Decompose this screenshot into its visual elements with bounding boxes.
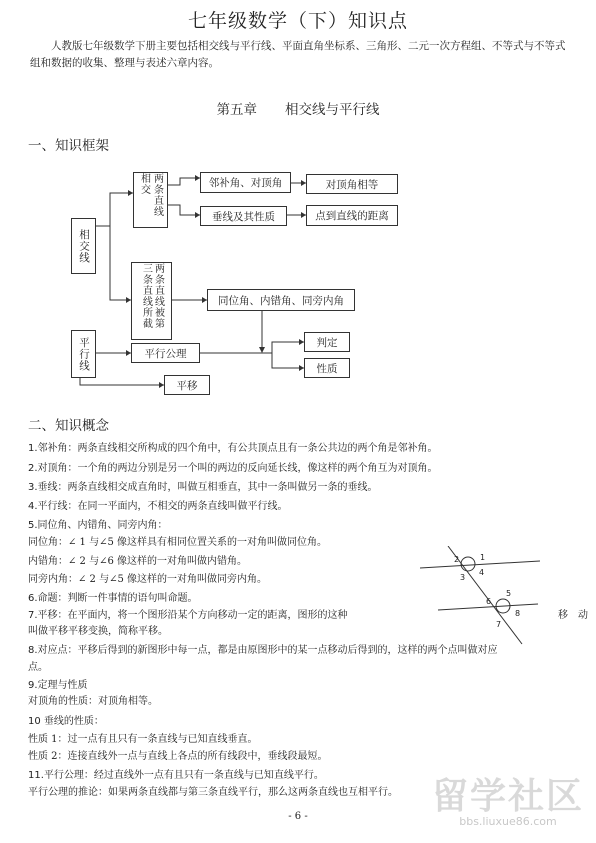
concept-line: 7.平移：在平面内，将一个图形沿某个方向移动一定的距离，图形的这种 xyxy=(28,610,348,621)
concept-line: 同位角：∠ 1 与∠5 像这样具有相同位置关系的一对角叫做同位角。 xyxy=(28,537,328,548)
concept-line: 内错角：∠ 2 与∠6 像这样的一对角叫做内错角。 xyxy=(28,556,248,567)
chapter-name: 相交线与平行线 xyxy=(285,102,380,118)
angle-label-8: 8 xyxy=(515,609,521,618)
watermark-logo xyxy=(432,768,584,828)
framework-axiom-box: 平行公理 xyxy=(131,343,200,363)
angle-label-1: 1 xyxy=(480,553,486,562)
page-title: 七年级数学（下）知识点 xyxy=(187,10,408,32)
concept-line: 2.对顶角：一个角的两边分别是另一个叫的两边的反向延长线，像这样的两个角互为对顶角。 xyxy=(28,463,438,474)
framework-two-lines-box: 两条直线相交 xyxy=(133,172,168,228)
page-number: - 6 - xyxy=(288,811,308,822)
concept-line: 点。 xyxy=(28,662,48,673)
watermark-url: bbs.liuxue86.com xyxy=(459,815,557,828)
concept-line: 叫做平移平移变换，简称平移。 xyxy=(28,626,168,637)
parallel-lines-figure xyxy=(420,546,540,658)
concept-line: 性质 2：连接直线外一点与直线上各点的所有线段中，垂线段最短。 xyxy=(28,751,328,762)
framework-adj-vert-box: 邻补角、对顶角 xyxy=(200,172,291,193)
concept-line: 同旁内角：∠ 2 与∠5 像这样的一对角叫做同旁内角。 xyxy=(28,574,268,585)
angle-label-3: 3 xyxy=(460,573,466,582)
framework-parallel-box: 平行线 xyxy=(71,330,96,378)
angle-label-5: 5 xyxy=(506,589,512,598)
angle-label-4: 4 xyxy=(479,568,485,577)
concept-line: 10 垂线的性质： xyxy=(28,716,104,727)
concept-line: 5.同位角、内错角、同旁内角： xyxy=(28,520,168,531)
framework-root-box: 相交线 xyxy=(71,218,96,274)
section-framework-heading: 一、知识框架 xyxy=(28,138,109,154)
concept-line: 9.定理与性质 xyxy=(28,680,88,691)
framework-translate-box: 平移 xyxy=(164,375,210,395)
angle-label-7: 7 xyxy=(496,620,502,629)
angle-label-6: 6 xyxy=(486,597,492,606)
concept-line: 性质 1：过一点有且只有一条直线与已知直线垂直。 xyxy=(28,734,258,745)
framework-three-lines-box: 两条直线被第三条直线所截 xyxy=(131,262,172,340)
watermark-main: 留学社区 xyxy=(431,776,584,817)
concept-line: 8.对应点：平移后得到的新图形中每一点，都是由原图形中的某一点移动后得到的，这样的两个点叫做对应 xyxy=(28,645,498,656)
concept-line: 平行公理的推论：如果两条直线都与第三条直线平行，那么这两条直线也互相平行。 xyxy=(28,787,398,798)
chapter-number: 第五章 xyxy=(216,102,257,118)
framework-vert-equal-box: 对顶角相等 xyxy=(306,174,398,194)
concept-line: 3.垂线：两条直线相交成直角时，叫做互相垂直，其中一条叫做另一条的垂线。 xyxy=(28,482,378,493)
section-concepts-heading: 二、知识概念 xyxy=(28,418,109,434)
angle-label-2: 2 xyxy=(454,555,460,564)
framework-perp-box: 垂线及其性质 xyxy=(200,206,287,226)
intro-paragraph: 人教版七年级数学下册主要包括相交线与平行线、平面直角坐标系、三角形、二元一次方程组、不等式与不等式组和数据的收集、整理与表述六章内容。 xyxy=(30,40,566,69)
concept-line: 4.平行线：在同一平面内，不相交的两条直线叫做平行线。 xyxy=(28,501,288,512)
concept-line: 对顶角的性质：对顶角相等。 xyxy=(28,696,158,707)
framework-prop-box: 性质 xyxy=(304,358,350,378)
move-word: 移 动 xyxy=(558,610,588,621)
framework-angles-box: 同位角、内错角、同旁内角 xyxy=(207,289,355,311)
concept-line: 11.平行公理：经过直线外一点有且只有一条直线与已知直线平行。 xyxy=(28,770,324,781)
concept-line: 1.邻补角：两条直线相交所构成的四个角中，有公共顶点且有一条公共边的两个角是邻补角。 xyxy=(28,443,438,454)
framework-dist-box: 点到直线的距离 xyxy=(306,205,398,226)
concept-line: 6.命题：判断一件事情的语句叫命题。 xyxy=(28,593,198,604)
framework-judge-box: 判定 xyxy=(304,332,350,352)
